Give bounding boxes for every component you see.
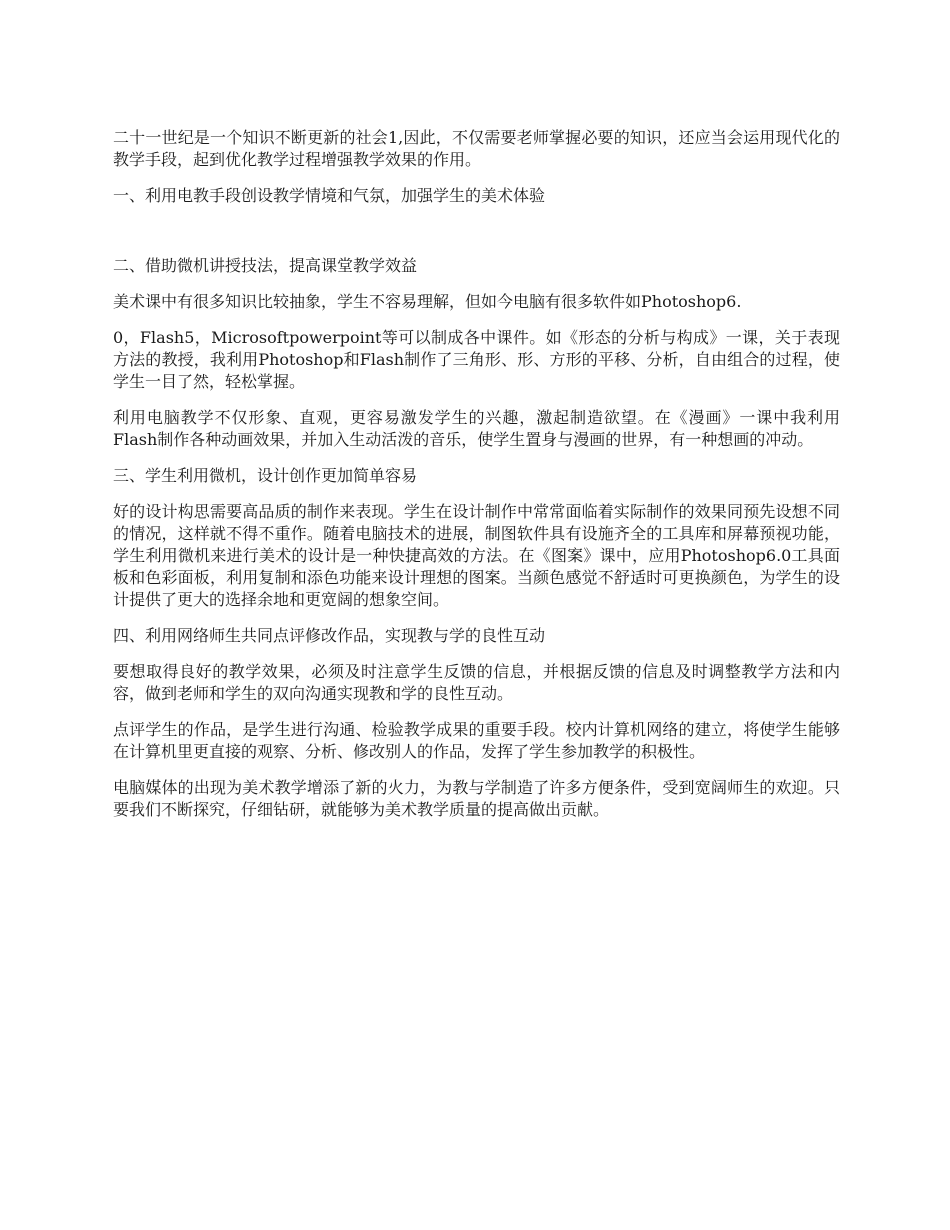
section-heading-4: 四、利用网络师生共同点评修改作品，实现教与学的良性互动 — [113, 626, 546, 645]
body-paragraph: 点评学生的作品，是学生进行沟通、检验教学成果的重要手段。校内计算机网络的建立，将使学生能够在计算机里更直接的观察、分析、修改别人的作品，发挥了学生参加教学的积极性。 — [113, 720, 840, 761]
section-heading-2: 二、借助微机讲授技法，提高课堂教学效益 — [113, 256, 418, 275]
body-paragraph: 利用电脑教学不仅形象、直观，更容易激发学生的兴趣，激起制造欲望。在《漫画》一课中我利用Flash制作各种动画效果，并加入生动活泼的音乐，使学生置身与漫画的世界，有一种想画的冲动。 — [113, 408, 840, 449]
body-paragraph: 0，Flash5，Microsoftpowerpoint等可以制成各中课件。如《形态的分析与构成》一课，关于表现方法的教授，我利用Photoshop和Flash制作了三角形、形、方形的平移、分析，自由组合的过程，使学生一目了然，轻松掌握。 — [113, 328, 840, 391]
body-paragraph: 美术课中有很多知识比较抽象，学生不容易理解，但如今电脑有很多软件如Photoshop6. — [113, 292, 742, 311]
section-heading-1: 一、利用电教手段创设教学情境和气氛，加强学生的美术体验 — [113, 186, 546, 205]
section-heading-3: 三、学生利用微机，设计创作更加简单容易 — [113, 466, 418, 485]
intro-paragraph: 二十一世纪是一个知识不断更新的社会1,因此，不仅需要老师掌握必要的知识，还应当会运用现代化的教学手段，起到优化教学过程增强教学效果的作用。 — [113, 128, 840, 169]
conclusion-paragraph: 电脑媒体的出现为美术教学增添了新的火力，为教与学制造了许多方便条件，受到宽阔师生的欢迎。只要我们不断探究，仔细钻研，就能够为美术教学质量的提高做出贡献。 — [113, 778, 840, 819]
document-body — [113, 127, 840, 835]
body-paragraph: 要想取得良好的教学效果，必须及时注意学生反馈的信息，并根据反馈的信息及时调整教学方法和内容，做到老师和学生的双向沟通实现教和学的良性互动。 — [113, 662, 840, 703]
body-paragraph: 好的设计构思需要高品质的制作来表现。学生在设计制作中常常面临着实际制作的效果同预先设想不同的情况，这样就不得不重作。随着电脑技术的进展，制图软件具有设施齐全的工具库和屏幕预视功能，学生利用微机来进行美术的设计是一种快捷高效的方法。在《图案》课中，应用Photoshop6.0工具面板和色彩面板，利用复制和添色功能来设计理想的图案。当颜色感觉不舒适时可更换颜色，为学生的设计提供了更大的选择余地和更宽阔的想象空间。 — [113, 502, 840, 609]
blank-spacer — [113, 221, 840, 255]
